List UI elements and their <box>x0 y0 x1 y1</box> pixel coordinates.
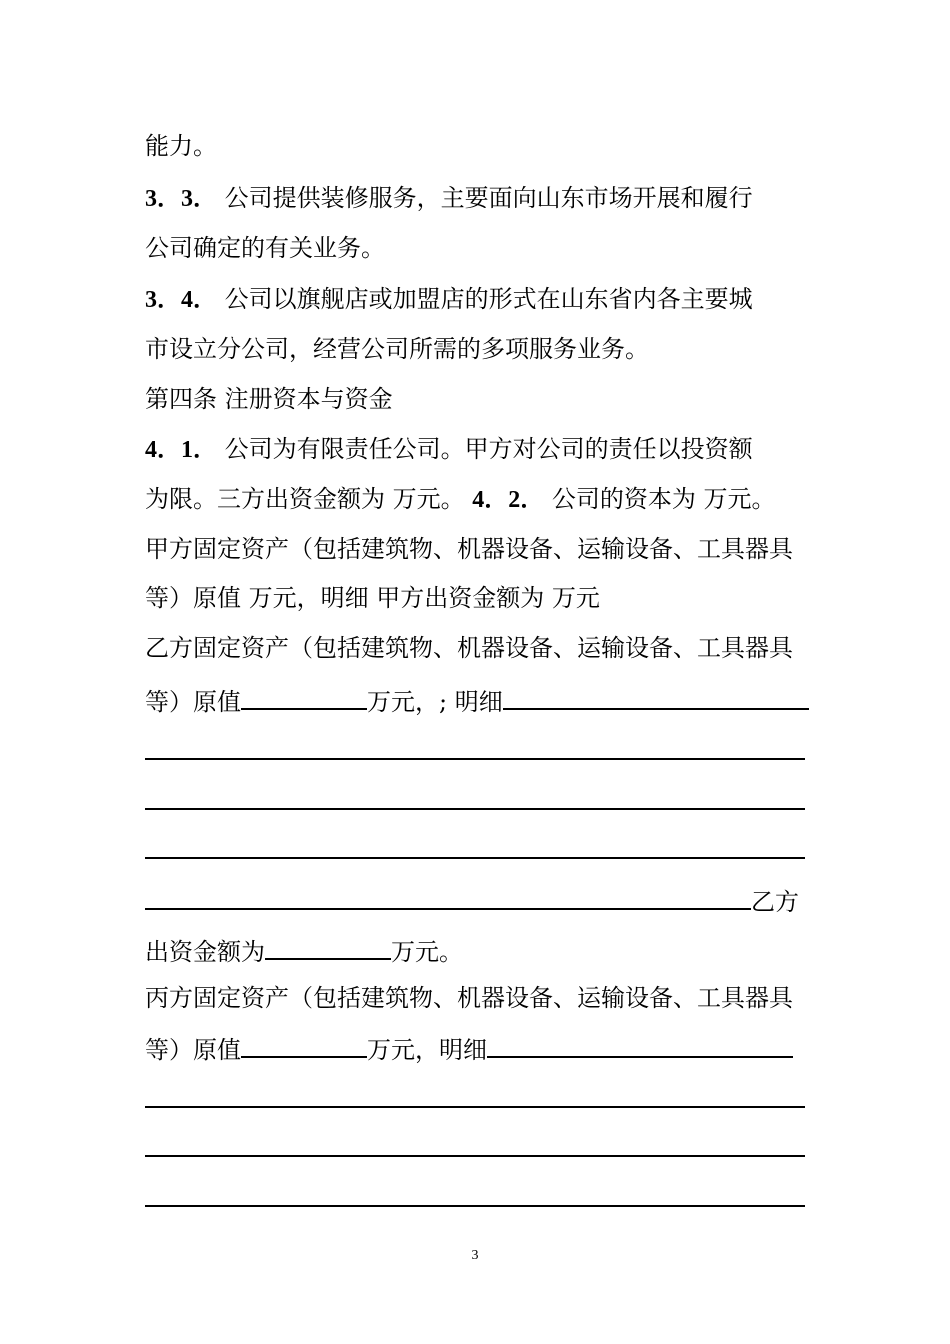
fill-in-blank <box>241 1030 367 1058</box>
fill-in-rule <box>145 1205 805 1207</box>
clause-text: 公司的资本为 万元。 <box>551 485 776 513</box>
text-fragment: 等）原值 万元，明细 甲方出资金额为 万元 <box>145 584 600 612</box>
text-fragment: 市设立分公司，经营公司所需的多项服务业务。 <box>145 335 649 363</box>
clause-text: 公司为有限责任公司。甲方对公司的责任以投资额 <box>224 435 753 463</box>
text-line <box>145 882 805 918</box>
clause-text: 公司以旗舰店或加盟店的形式在山东省内各主要城 <box>224 285 753 313</box>
clause-number: 4．2． <box>472 487 545 513</box>
text-fragment: 等）原值 <box>145 1036 241 1064</box>
text-line <box>145 1030 805 1066</box>
text-fragment: 丙方固定资产（包括建筑物、机器设备、运输设备、工具器具 <box>145 984 793 1012</box>
fill-in-blank <box>503 682 809 710</box>
text-line <box>145 632 805 664</box>
text-line <box>145 582 805 614</box>
text-line <box>145 333 805 365</box>
clause-number: 3．3． <box>145 186 217 212</box>
text-fragment: 能力。 <box>145 132 217 160</box>
text-fragment: 万元，明细 <box>367 1036 487 1064</box>
text-line <box>145 130 805 162</box>
clause-number: 4．1． <box>145 437 217 463</box>
fill-in-blank <box>265 932 391 960</box>
text-fragment: 出资金额为 <box>145 938 265 966</box>
article-heading <box>145 383 805 415</box>
text-line <box>145 533 805 565</box>
fill-in-rule <box>145 857 805 859</box>
clause-4-2-line <box>145 483 805 516</box>
fill-in-rule <box>145 758 805 760</box>
text-line <box>145 232 805 264</box>
text-fragment: 等）原值 <box>145 688 241 716</box>
text-fragment: 乙方 <box>751 888 799 916</box>
fill-in-blank <box>145 882 751 910</box>
text-fragment: 万元，; 明细 <box>367 688 503 716</box>
text-line <box>145 682 805 718</box>
fill-in-rule <box>145 1106 805 1108</box>
text-fragment: 乙方固定资产（包括建筑物、机器设备、运输设备、工具器具 <box>145 634 793 662</box>
fill-in-blank <box>487 1030 793 1058</box>
fill-in-blank <box>241 682 367 710</box>
text-line <box>145 932 805 968</box>
text-fragment: 为限。三方出资金额为 万元。 <box>145 485 465 513</box>
text-fragment: 万元。 <box>391 938 463 966</box>
fill-in-rule <box>145 808 805 810</box>
clause-3-3 <box>145 182 805 215</box>
clause-text: 公司提供装修服务，主要面向山东市场开展和履行 <box>224 184 753 212</box>
text-line <box>145 982 805 1014</box>
clause-number: 3．4． <box>145 287 217 313</box>
clause-4-1 <box>145 433 805 466</box>
heading-text: 第四条 注册资本与资金 <box>145 385 393 413</box>
page-number: 3 <box>471 1248 479 1263</box>
text-fragment: 甲方固定资产（包括建筑物、机器设备、运输设备、工具器具 <box>145 535 793 563</box>
clause-3-4 <box>145 283 805 316</box>
text-fragment: 公司确定的有关业务。 <box>145 234 385 262</box>
fill-in-rule <box>145 1155 805 1157</box>
